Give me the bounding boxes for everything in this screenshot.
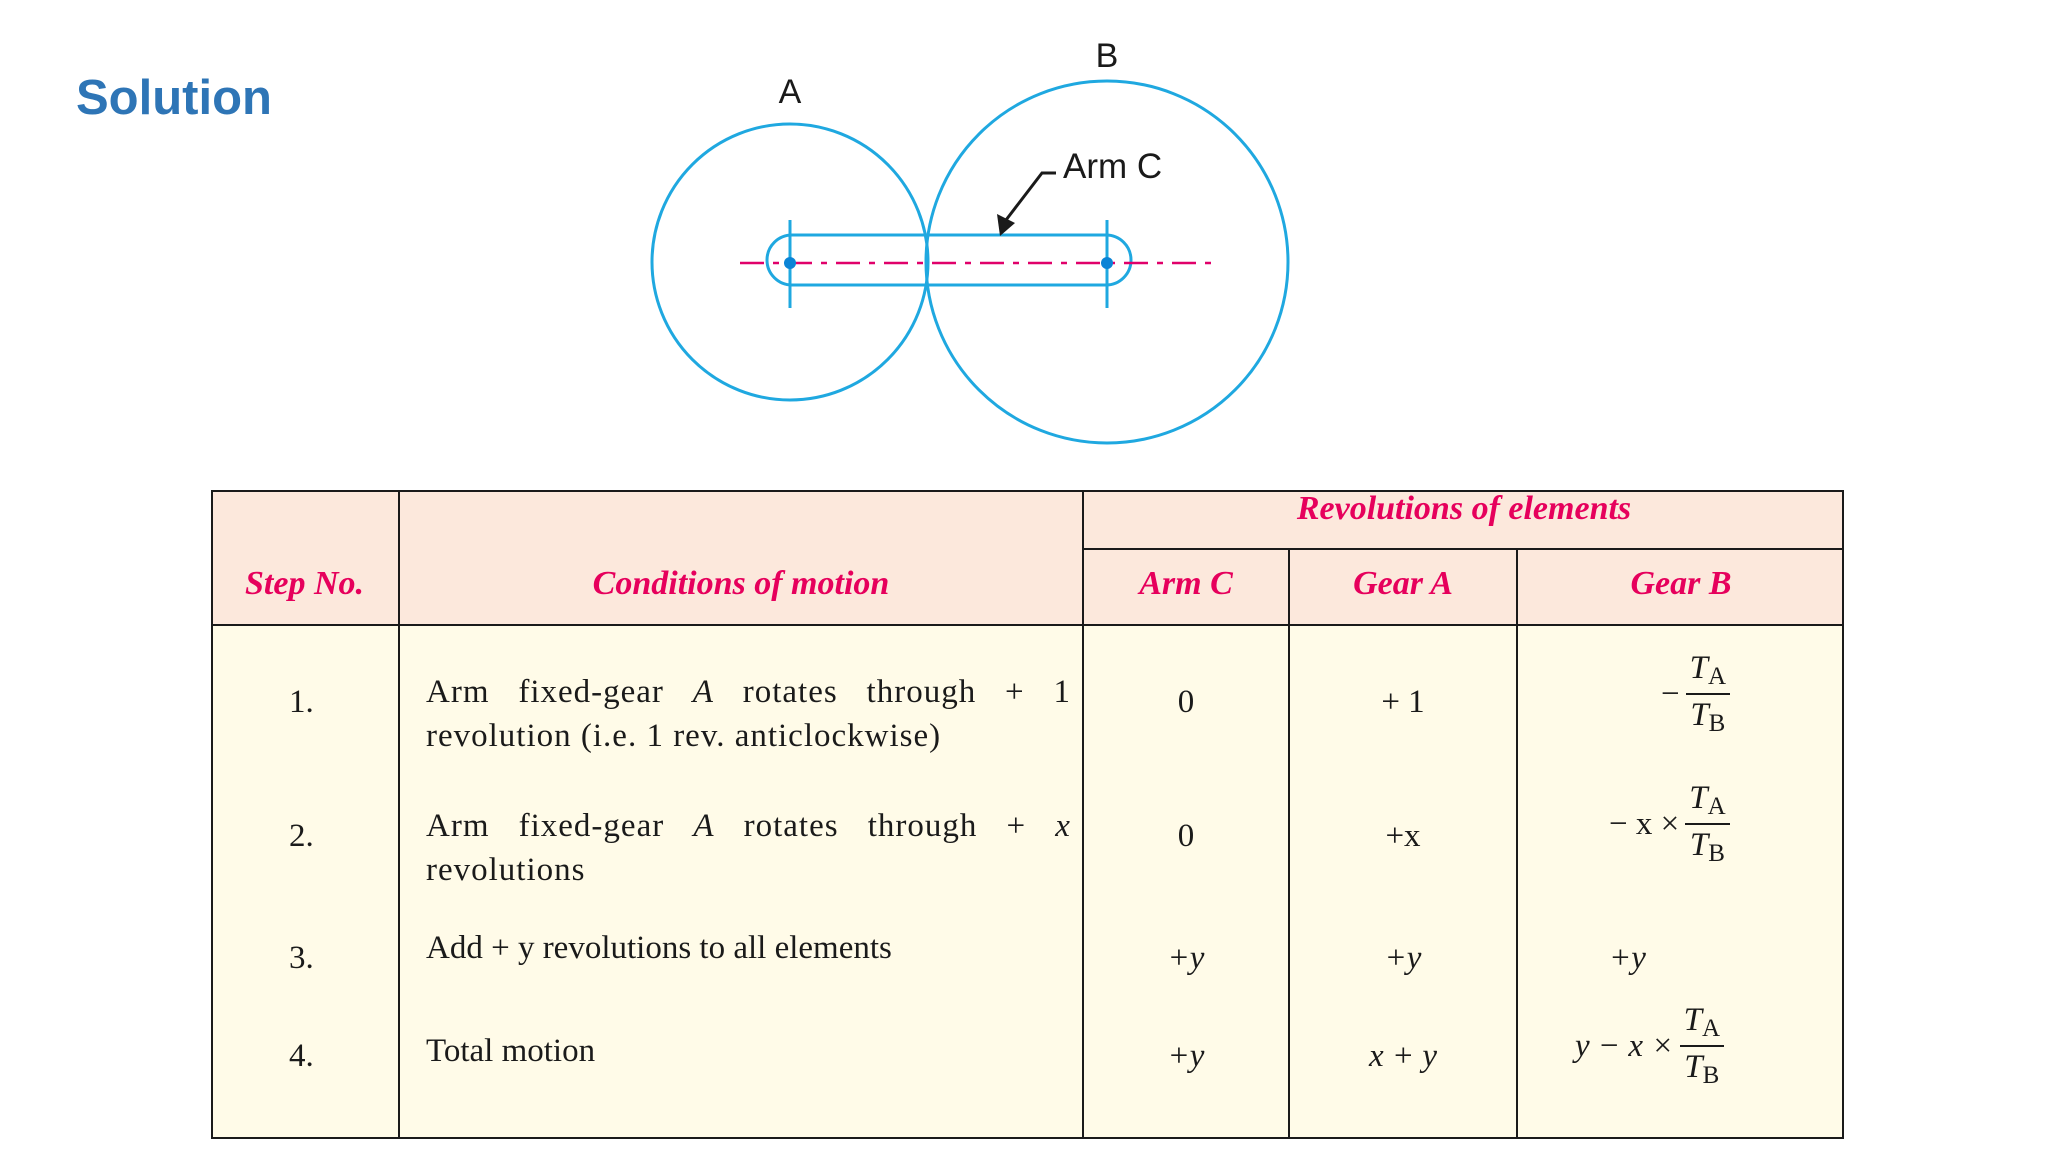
denominator-symbol: T (1684, 1049, 1703, 1085)
row-1-step: 1. (289, 684, 314, 720)
numerator-subscript: A (1707, 793, 1726, 820)
row-1-condition (426, 670, 1071, 758)
row-2-arm-c: 0 (1177, 818, 1195, 854)
header-arm-c: Arm C (1139, 565, 1233, 602)
gear-diagram (640, 30, 1300, 460)
fraction-numerator (1680, 1002, 1724, 1047)
row-2-gear-a: +x (1385, 818, 1421, 854)
row-2-condition-word: Arm (426, 808, 490, 844)
fraction-numerator (1685, 780, 1729, 825)
row-2-condition (426, 804, 1071, 892)
fraction-denominator (1680, 1047, 1723, 1090)
row-2-condition-word: A (693, 808, 715, 844)
row-1-gear-b-prefix: − (1661, 675, 1680, 712)
denominator-subscript: B (1708, 840, 1725, 867)
numerator-symbol: T (1689, 650, 1708, 686)
row-3-step: 3. (289, 940, 314, 976)
pivot-b-dot (1101, 257, 1113, 269)
numerator-subscript: A (1707, 663, 1727, 690)
row-2-step: 2. (289, 818, 314, 854)
row-1-condition-word: through (866, 674, 977, 710)
row-3-arm-c: +y (1167, 940, 1205, 976)
row-1-condition-word: rotates (742, 674, 838, 710)
arm-c-arrowhead (997, 214, 1015, 236)
row-2-gear-b (1609, 780, 1730, 868)
row-1-condition-word: 1 (1053, 674, 1071, 710)
row-3-gear-b: +y (1609, 940, 1646, 976)
row-1-condition-word: Arm (426, 674, 490, 710)
ratio-fraction (1685, 780, 1729, 868)
fraction-numerator (1686, 650, 1730, 695)
row-2-condition-line2: revolutions (426, 852, 586, 888)
denominator-symbol: T (1689, 827, 1709, 863)
arm-c-leader-line (1006, 173, 1056, 220)
row-4-gear-b (1575, 1002, 1724, 1090)
header-gear-a: Gear A (1353, 565, 1453, 602)
motion-table (211, 490, 1844, 1139)
row-1-arm-c: 0 (1177, 684, 1195, 720)
ratio-fraction (1686, 650, 1730, 738)
row-1-condition-word: + (1005, 674, 1025, 710)
row-1-gear-b (1661, 650, 1730, 738)
header-gear-b: Gear B (1630, 565, 1732, 602)
label-arm-c: Arm C (1063, 147, 1163, 186)
row-1-condition-word: A (692, 674, 714, 710)
numerator-symbol: T (1689, 780, 1708, 816)
header-revolutions: Revolutions of elements (1296, 490, 1632, 527)
slide-title: Solution (76, 71, 272, 125)
header-conditions: Conditions of motion (592, 565, 890, 602)
denominator-symbol: T (1690, 697, 1709, 733)
header-step-no: Step No. (245, 565, 364, 602)
row-1-condition-word: fixed-gear (518, 674, 664, 710)
row-2-gear-b-prefix: − x × (1609, 805, 1680, 842)
arm-c (767, 235, 1131, 285)
row-1-gear-a: + 1 (1381, 684, 1425, 720)
row-2-condition-word: + (1006, 808, 1027, 844)
row-2-condition-word: x (1055, 808, 1071, 844)
row-4-step: 4. (289, 1038, 314, 1074)
row-3-gear-a: +y (1384, 940, 1422, 976)
fraction-denominator (1686, 825, 1729, 868)
numerator-symbol: T (1683, 1002, 1702, 1038)
row-2-condition-word: through (867, 808, 978, 844)
denominator-subscript: B (1702, 1062, 1720, 1089)
label-b: B (1095, 37, 1119, 75)
denominator-subscript: B (1708, 710, 1726, 737)
row-1-condition-line2: revolution (i.e. 1 rev. anticlockwise) (426, 718, 942, 754)
numerator-subscript: A (1701, 1015, 1721, 1042)
row-4-condition: Total motion (426, 1033, 596, 1069)
row-2-condition-word: rotates (743, 808, 839, 844)
ratio-fraction (1680, 1002, 1724, 1090)
row-3-condition: Add + y revolutions to all elements (426, 930, 892, 966)
pivot-a-dot (784, 257, 796, 269)
row-4-gear-a: x + y (1368, 1038, 1438, 1074)
fraction-denominator (1686, 695, 1729, 738)
label-a: A (778, 73, 802, 111)
row-4-gear-b-prefix: y − x × (1575, 1027, 1674, 1064)
row-2-condition-word: fixed-gear (518, 808, 665, 844)
row-4-arm-c: +y (1167, 1038, 1205, 1074)
